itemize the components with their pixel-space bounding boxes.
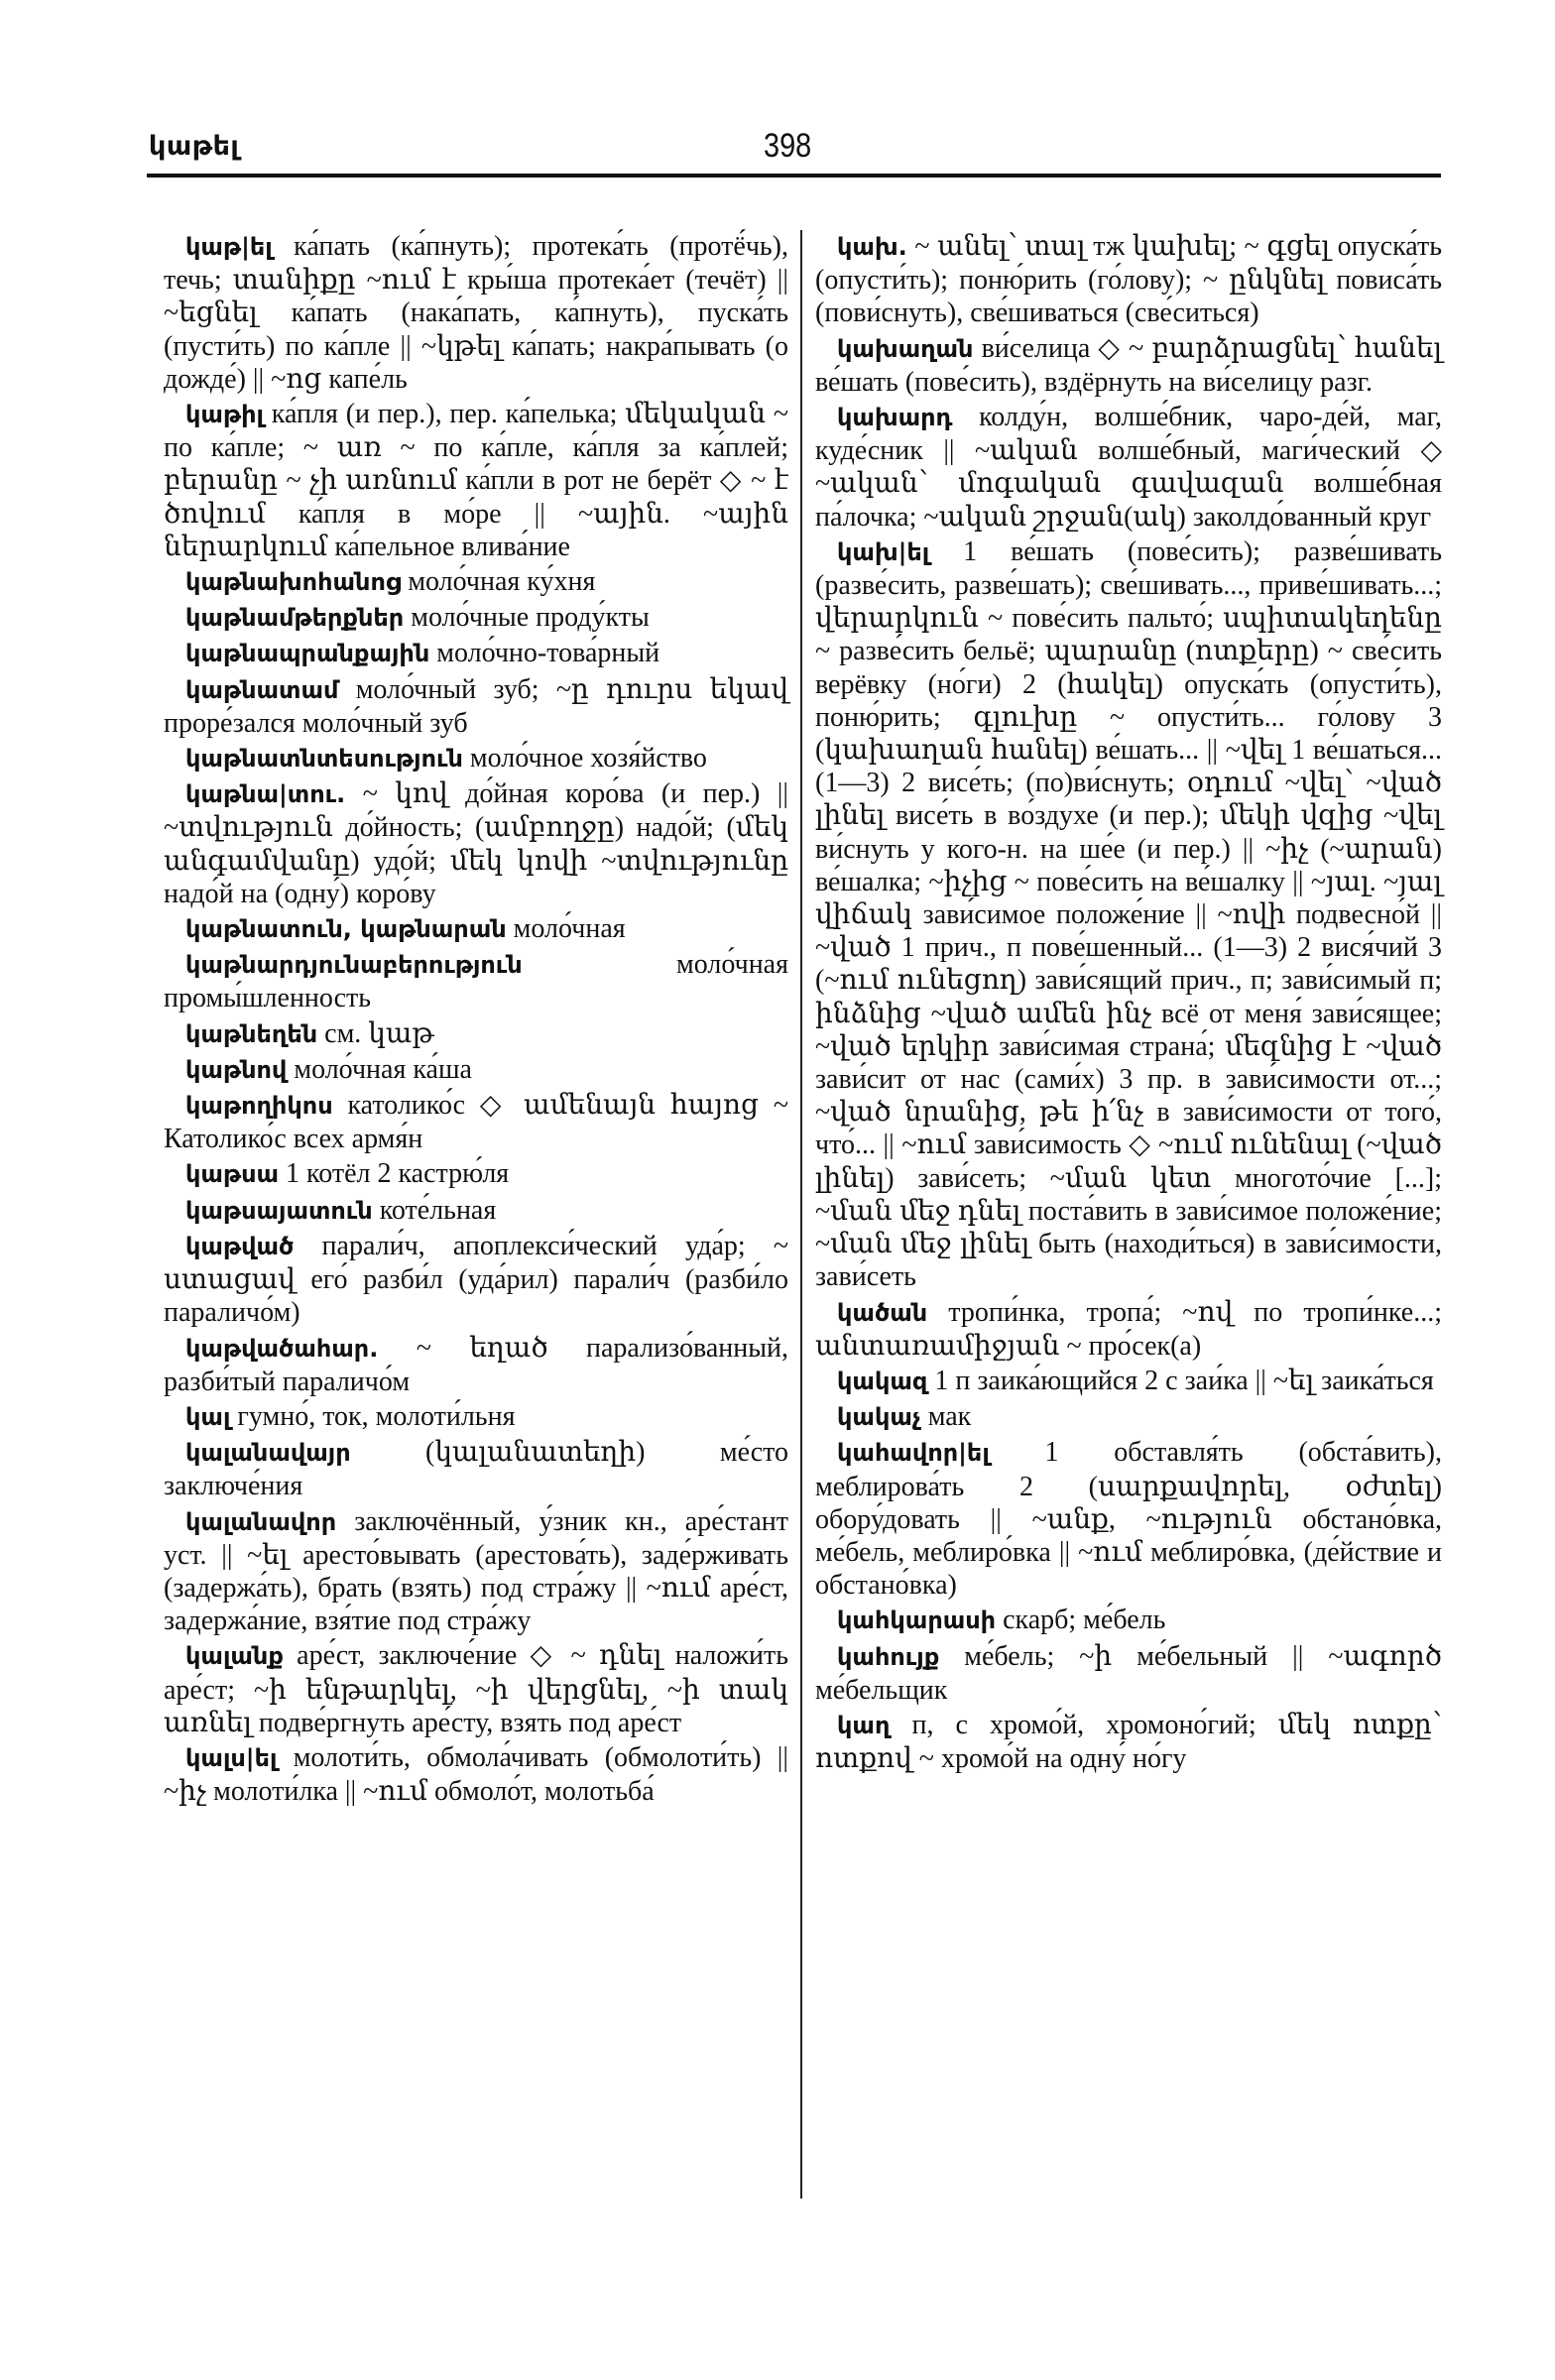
entry-definition: ви́селица ◇ ~ բարձրացնել՝ հանել ве́шать (пове́сить), вздёрнуть на ви́селицу разг. xyxy=(815,332,1442,398)
entry-headword: կալանավայր xyxy=(185,1439,351,1468)
entry-headword: կալ xyxy=(185,1402,231,1431)
entry-headword: կաթնարդյունաբերություն xyxy=(185,951,523,980)
entry-headword: կախ|ել xyxy=(837,537,930,566)
dictionary-entry xyxy=(164,742,788,775)
page-number: 398 xyxy=(764,127,812,165)
left-column xyxy=(164,230,788,1810)
entry-definition: 1 котёл 2 кастрю́ля xyxy=(286,1158,510,1190)
entry-definition: ~ եղած парализо́ванный, разби́тый параличо́м xyxy=(164,1332,789,1397)
entry-headword: կաթնա|տու. xyxy=(185,780,346,809)
header-rule xyxy=(147,174,1441,178)
dictionary-entry xyxy=(815,1709,1442,1775)
entry-headword: կալս|ել xyxy=(185,1743,278,1772)
entry-definition: моло́чная промы́шленность xyxy=(164,949,788,1014)
entry-headword: կաղ xyxy=(837,1711,891,1739)
entry-headword: կաթսա xyxy=(185,1160,280,1189)
entry-definition: колду́н, волше́бник, чаро-де́й, маг, куде́сник || ~ական волше́бный, маги́ческий ◇ ~ական՝ մոգական գավազան волше́бная па́лочка; ~ական շրջան(ակ) заколдо́ванный круг xyxy=(815,402,1443,533)
entry-definition: коте́льная xyxy=(379,1194,497,1226)
entry-headword: կաթվածահար. xyxy=(185,1334,379,1363)
running-head: կաթել xyxy=(149,131,240,162)
entry-headword: կաթնախոհանոց xyxy=(185,568,402,597)
entry-headword: կախ. xyxy=(837,233,907,261)
entry-definition: тропи́нка, тропа́; ~ով по тропи́нке...; անտառամիջյան ~ про́сек(а) xyxy=(815,1296,1442,1362)
dictionary-entry xyxy=(164,1053,788,1087)
dictionary-entry xyxy=(164,1741,788,1808)
entry-headword: կաթված xyxy=(185,1232,295,1260)
dictionary-entry xyxy=(164,637,788,670)
entry-headword: կաթնապրանքային xyxy=(185,640,430,668)
entry-definition: ка́пать (ка́пнуть); протека́ть (протё́чь), течь; տանիքը ~ում է кры́ша протека́ет (течёт) || ~եցնել ка́пать (нака́пать, ка́пнуть), пуска́ть (пусти́ть) по ка́пле || ~կթել ка́пать; накра́пывать (о дожде́) || ~ոց капе́ль xyxy=(164,231,788,395)
entry-headword: կաթնատամ xyxy=(185,675,339,704)
right-column xyxy=(815,230,1442,1777)
entry-headword: կահույք xyxy=(837,1642,940,1671)
entry-definition: ~ կով до́йная коро́ва (и пер.) || ~տվություն до́йность; (ամբողջը) надо́й; (մեկ անգամվանը) удо́й; մեկ կովի ~տվությունը надо́й на (одну́) коро́ву xyxy=(164,778,789,909)
dictionary-entry xyxy=(164,1089,788,1155)
entry-definition: моло́чный зуб; ~ը դուրս եկավ проре́зался моло́чный зуб xyxy=(164,673,788,739)
entry-headword: կաթնատնտեսություն xyxy=(185,745,463,774)
dictionary-entry xyxy=(164,565,788,599)
entry-definition: моло́чные проду́кты xyxy=(411,602,650,634)
entry-definition: ме́бель; ~ի ме́бельный || ~ագործ ме́бельщик xyxy=(815,1640,1442,1706)
dictionary-entry xyxy=(815,230,1442,330)
entry-definition: католико́с ◇ ամենայն հայոց ~ Католико́с всех армя́н xyxy=(164,1090,788,1155)
entry-headword: կախարդ xyxy=(837,404,953,432)
entry-definition: аре́ст, заключе́ние ◇ ~ դնել наложи́ть аре́ст; ~ի ենթարկել, ~ի վերցնել, ~ի տակ առնել подве́ргнуть аре́сту, взять под аре́ст xyxy=(164,1640,788,1738)
dictionary-entry xyxy=(164,1639,788,1739)
dictionary-entry xyxy=(164,1157,788,1191)
entry-definition: моло́чно-това́рный xyxy=(436,638,660,669)
dictionary-entry xyxy=(164,398,788,563)
entry-headword: կահավոր|ել xyxy=(837,1439,990,1468)
dictionary-entry xyxy=(164,912,788,946)
entry-headword: կալանավոր xyxy=(185,1507,337,1536)
dictionary-entry xyxy=(164,673,788,740)
entry-definition: п, с хромо́й, хромоно́гий; մեկ ոտքը՝ ոտքով ~ хромо́й на одну́ но́гу xyxy=(815,1709,1443,1775)
entry-headword: կաթնով xyxy=(185,1055,288,1084)
entry-definition: мак xyxy=(927,1401,972,1433)
dictionary-entry xyxy=(164,1436,788,1502)
entry-headword: կախաղան xyxy=(837,334,974,363)
dictionary-entry xyxy=(164,777,788,910)
dictionary-entry xyxy=(815,1436,1442,1602)
column-divider xyxy=(800,230,802,2199)
entry-definition: заключённый, у́зник кн., аре́стант уст. || ~ել аресто́вывать (арестова́ть), заде́рживать (задержа́ть), брать (взять) под стра́жу || ~ում аре́ст, задержа́ние, взя́тие под стра́жу xyxy=(164,1505,789,1637)
entry-definition: ка́пля (и пер.), пер. ка́пелька; մեկական ~ по ка́пле; ~ առ ~ по ка́пле, ка́пля за ка́плей; բերանը ~ չի առնում ка́пли в рот не берёт ◇ ~ է ծովում ка́пля в мо́ре || ~ային. ~ային ներարկում ка́пельное влива́ние xyxy=(164,399,788,562)
dictionary-entry xyxy=(164,948,788,1014)
entry-definition: гумно́, ток, молоти́льня xyxy=(237,1400,516,1432)
entry-definition: моло́чная xyxy=(513,913,626,945)
entry-headword: կաթնամթերքներ xyxy=(185,604,405,633)
dictionary-entry xyxy=(164,1194,788,1228)
entry-definition: см. կաթ xyxy=(324,1017,434,1049)
dictionary-entry xyxy=(164,1017,788,1051)
entry-headword: կաթողիկոս xyxy=(185,1092,333,1121)
dictionary-entry xyxy=(815,401,1442,534)
entry-definition: моло́чная ку́хня xyxy=(408,566,596,598)
dictionary-entry xyxy=(164,601,788,635)
entry-headword: կաթիլ xyxy=(185,401,264,429)
entry-definition: 1 п заика́ющийся 2 с заи́ка || ~ել заика́ться xyxy=(934,1365,1434,1396)
dictionary-entry xyxy=(164,1332,788,1398)
dictionary-entry xyxy=(815,1400,1442,1434)
entry-definition: (կալանատեղի) ме́сто заключе́ния xyxy=(164,1437,788,1502)
dictionary-entry xyxy=(815,332,1442,399)
entry-definition: скарб; ме́бель xyxy=(1003,1605,1166,1636)
dictionary-entry xyxy=(815,1604,1442,1637)
entry-definition: 1 ве́шать (пове́сить); разве́шивать (разве́сить, разве́шать); све́шивать..., приве́шивать...; վերարկուն ~ пове́сить пальто́; սպիտակեղենը ~ разве́сить бельё; պարանը (ոտքերը) ~ све́сить верёвку (но́ги) 2 (հակել) опуска́ть (опусти́ть), поню́рить; գլուխը ~ опусти́ть... го́лову 3 (կախաղան հանել) ве́шать... || ~վել 1 ве́шаться... (1—3) 2 висе́ть; (по)ви́снуть; օդում ~վել՝ ~ված լինել висе́ть в во́здухе (и пер.); մեկի վզից ~վել ви́снуть у кого-н. на ше́е (и пер.) || ~իչ (~արան) ве́шалка; ~իչից ~ пове́сить на ве́шалку || ~յալ. ~յալ վիճակ зави́симое положе́ние || ~ովի подвесно́й || ~ված 1 прич., п пове́шенный... (1—3) 2 вися́чий 3 (~ում ունեցող) зави́сящий прич., п; зави́симый п; ինձնից ~ված ամեն ինչ всё от меня́ зави́сящее; ~ված երկիր зави́симая страна́; մեզնից է ~ված зави́сит от нас (сами́х) 3 пр. в зави́симости от...; ~ված նրանից, թե ի՛նչ в зави́симости от того́, что́... || ~ում зави́симость ◇ ~ում ունենալ (~ված լինել) зави́сеть; ~ման կետ многото́чие [...]; ~ման մեջ դնել поста́вить в зави́симое положе́ние; ~ման մեջ լինել быть (находи́ться) в зави́симости, зави́сеть xyxy=(815,536,1443,1293)
entry-definition: парали́ч, апоплекси́ческий уда́р; ~ ստացավ его́ разби́л (уда́рил) парали́ч (разби́ло параличо́м) xyxy=(164,1230,788,1329)
dictionary-entry xyxy=(815,1365,1442,1398)
dictionary-entry xyxy=(164,1400,788,1434)
entry-definition: моло́чная ка́ша xyxy=(294,1053,472,1085)
entry-headword: կաթնեղեն xyxy=(185,1019,318,1048)
entry-headword: կահկարասի xyxy=(837,1606,997,1635)
dictionary-entry xyxy=(164,1230,788,1330)
entry-definition: моло́чное хозя́йство xyxy=(469,743,707,774)
entry-definition: молоти́ть, обмола́чивать (обмолоти́ть) || ~իչ молоти́лка || ~ում обмоло́т, молотьба́ xyxy=(164,1741,788,1808)
entry-headword: կակազ xyxy=(837,1367,928,1395)
entry-definition: ~ անել՝ տալ тж կախել; ~ գցել опуска́ть (опусти́ть); поню́рить (го́лову); ~ ընկնել повиса́ть (пови́снуть), све́шиваться (све́ситься) xyxy=(815,231,1442,329)
entry-headword: կածան xyxy=(837,1298,928,1327)
dictionary-entry xyxy=(164,230,788,396)
entry-headword: կակաչ xyxy=(837,1403,921,1432)
dictionary-entry xyxy=(815,536,1442,1294)
entry-headword: կաթ|ել xyxy=(185,233,273,261)
entry-headword: կաթսայատուն xyxy=(185,1196,373,1225)
entry-headword: կաթնատուն, կաթնարան xyxy=(185,915,507,944)
entry-definition: 1 обставля́ть (обста́вить), меблирова́ть 2 (սարքավորել, օժտել) обору́довать || ~անք, ~ություն обстано́вка, ме́бель, меблиро́вка || ~ում меблиро́вка, (де́йствие и обстано́вка) xyxy=(815,1437,1443,1602)
dictionary-entry xyxy=(815,1640,1442,1707)
entry-headword: կալանք xyxy=(185,1642,284,1671)
dictionary-entry xyxy=(164,1505,788,1638)
dictionary-entry xyxy=(815,1296,1442,1363)
